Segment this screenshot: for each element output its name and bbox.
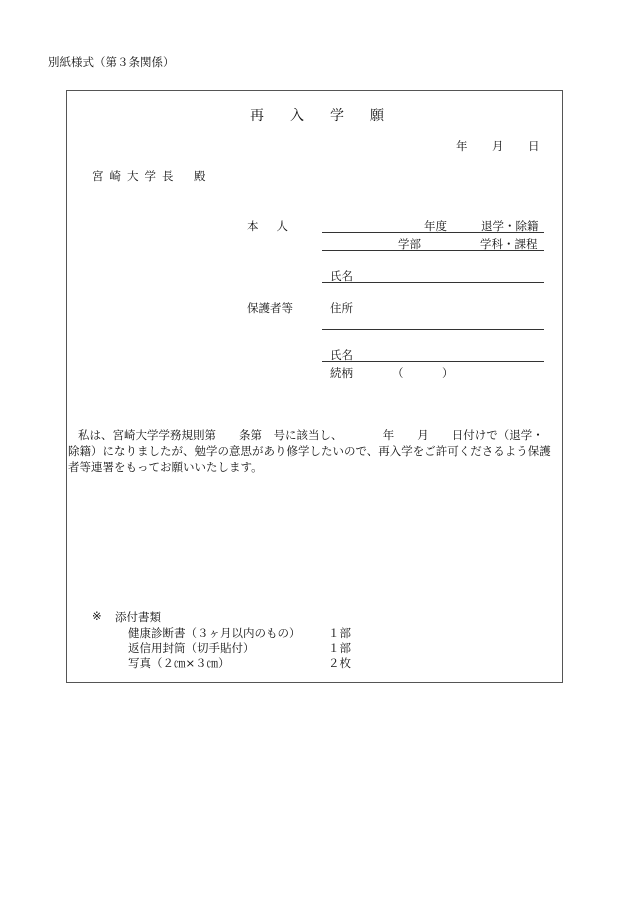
attachments-heading: 添付書類 bbox=[115, 610, 161, 624]
attachment-item-qty: １部 bbox=[328, 641, 351, 655]
addressee-name: 宮崎大学長 bbox=[92, 169, 180, 183]
applicant-name-line bbox=[322, 282, 544, 283]
guardian-label: 保護者等 bbox=[247, 301, 293, 315]
applicant-faculty: 学部 bbox=[398, 237, 421, 251]
guardian-relation-close: ） bbox=[442, 366, 454, 380]
applicant-line-1 bbox=[322, 232, 544, 233]
attachment-item-qty: １部 bbox=[328, 626, 351, 640]
attachment-item-name: 返信用封筒（切手貼付） bbox=[128, 641, 255, 655]
guardian-address-label: 住所 bbox=[330, 301, 353, 315]
applicant-year-suffix: 年度 bbox=[424, 219, 447, 233]
attachment-item-qty: ２枚 bbox=[328, 656, 351, 670]
applicant-department: 学科・課程 bbox=[480, 237, 538, 251]
body-line-3: 者等連署をもってお願いいたします。 bbox=[68, 460, 263, 474]
guardian-name-line bbox=[322, 361, 544, 362]
date-day: 日 bbox=[528, 139, 540, 153]
body-line-1: 私は、宮崎大学学務規則第 条第 号に該当し、 年 月 日付けで（退学・ bbox=[78, 428, 544, 442]
form-title: 再入学願 bbox=[250, 108, 410, 124]
date-month: 月 bbox=[492, 139, 504, 153]
guardian-address-line bbox=[322, 329, 544, 330]
form-reference: 別紙様式（第３条関係） bbox=[48, 55, 175, 69]
applicant-status: 退学・除籍 bbox=[481, 219, 539, 233]
addressee-honorific: 殿 bbox=[194, 169, 206, 183]
body-line-2: 除籍）になりましたが、勉学の意思があり修学したいので、再入学をご許可くださるよう保護 bbox=[68, 444, 551, 458]
applicant-name-label: 氏名 bbox=[330, 269, 353, 283]
guardian-relation-open: （ bbox=[392, 366, 404, 380]
attachment-item-name: 写真（２㎝×３㎝） bbox=[128, 656, 230, 670]
guardian-relation-label: 続柄 bbox=[330, 366, 353, 380]
attachments-mark: ※ bbox=[92, 609, 102, 623]
applicant-line-2 bbox=[322, 250, 544, 251]
date-year: 年 bbox=[456, 139, 468, 153]
attachment-item-name: 健康診断書（３ヶ月以内のもの） bbox=[128, 626, 301, 640]
guardian-name-label: 氏名 bbox=[330, 348, 353, 362]
applicant-label: 本人 bbox=[247, 219, 306, 233]
